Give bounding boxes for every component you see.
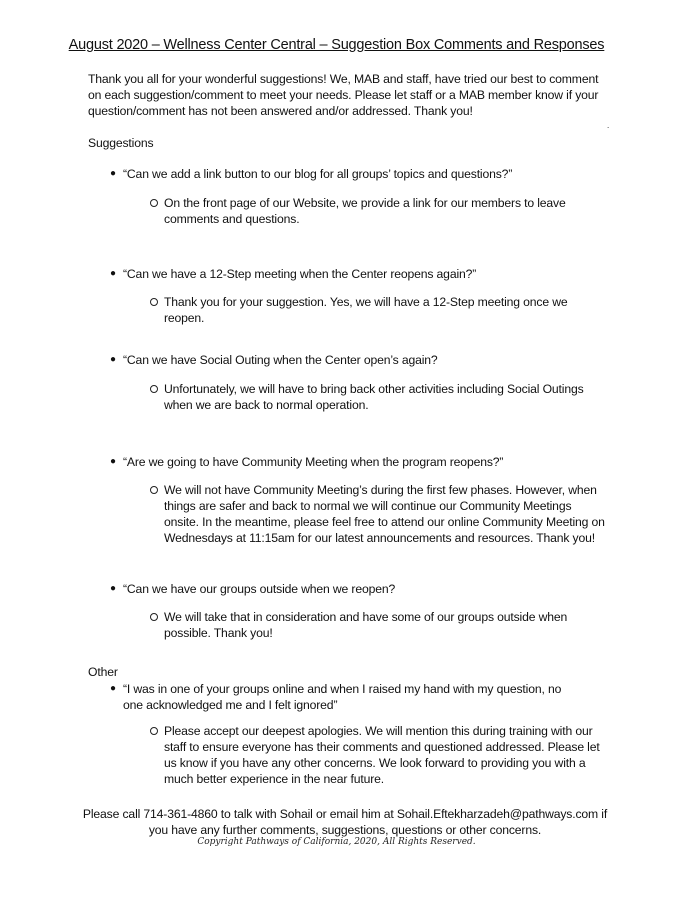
other-question: ● “I was in one of your groups online and when I raised my hand with my question, no one acknowledged me and I felt ignored” <box>110 682 562 712</box>
bullet-icon: ● <box>110 268 116 279</box>
suggestion-question: ● “Can we have our groups outside when we reopen? <box>110 582 396 596</box>
suggestion-question: ● “Can we have a 12-Step meeting when the Center reopens again?” <box>110 267 477 281</box>
circle-bullet-icon <box>150 385 158 393</box>
circle-bullet-icon <box>150 298 158 306</box>
circle-bullet-icon <box>150 613 158 621</box>
circle-bullet-icon <box>150 486 158 494</box>
suggestion-answer: We will not have Community Meeting’s during the first few phases. However, when things are safer and back to normal we will continue our Community Meetings onsite. In the meantime, please feel free to attend our online Community Meeting on Wednesdays at 11:15am for our latest announcements and resources. Thank you! <box>150 482 608 546</box>
suggestions-heading: Suggestions <box>88 136 154 150</box>
suggestion-question: ● “Can we add a link button to our blog for all groups’ topics and questions?” <box>110 167 513 181</box>
circle-bullet-icon <box>150 199 158 207</box>
intro-paragraph: Thank you all for your wonderful suggestions! We, MAB and staff, have tried our best to comment on each suggestion/comment to meet your needs. Please let staff or a MAB member know if your question/comment has not been answered and/or addressed. Thank you! <box>88 72 599 118</box>
suggestion-answer: We will take that in consideration and have some of our groups outside when possible. Thank you! <box>150 609 600 641</box>
document-title: August 2020 – Wellness Center Central – Suggestion Box Comments and Responses <box>68 37 605 53</box>
bullet-icon: ● <box>110 456 116 467</box>
bullet-icon: ● <box>110 354 116 365</box>
suggestion-question: ● “Can we have Social Outing when the Center open’s again? <box>110 353 438 367</box>
suggestion-answer: Unfortunately, we will have to bring back other activities including Social Outings when we are back to normal operation. <box>150 381 595 413</box>
bullet-icon: ● <box>110 168 116 179</box>
contact-footer: Please call 714-361-4860 to talk with Sohail or email him at Sohail.Eftekharzadeh@pathways.com if you have any further comments, suggestions, questions or other concerns. <box>82 807 608 837</box>
bullet-icon: ● <box>110 683 116 694</box>
suggestion-answer: On the front page of our Website, we provide a link for our members to leave comments and questions. <box>150 195 605 227</box>
other-heading: Other <box>88 665 118 679</box>
other-answer: Please accept our deepest apologies. We will mention this during training with our staff to ensure everyone has their comments and questioned addressed. Please let us know if you have any other concerns. We look forward to providing you with a much better experience in the near future. <box>150 723 608 787</box>
suggestion-answer: Thank you for your suggestion. Yes, we will have a 12-Step meeting once we reopen. <box>150 294 610 326</box>
stray-mark: . <box>607 121 610 130</box>
circle-bullet-icon <box>150 727 158 735</box>
bullet-icon: ● <box>110 583 116 594</box>
copyright-notice: Copyright Pathways of California, 2020, All Rights Reserved. <box>197 837 476 847</box>
suggestion-question: ● “Are we going to have Community Meeting when the program reopens?” <box>110 455 504 469</box>
